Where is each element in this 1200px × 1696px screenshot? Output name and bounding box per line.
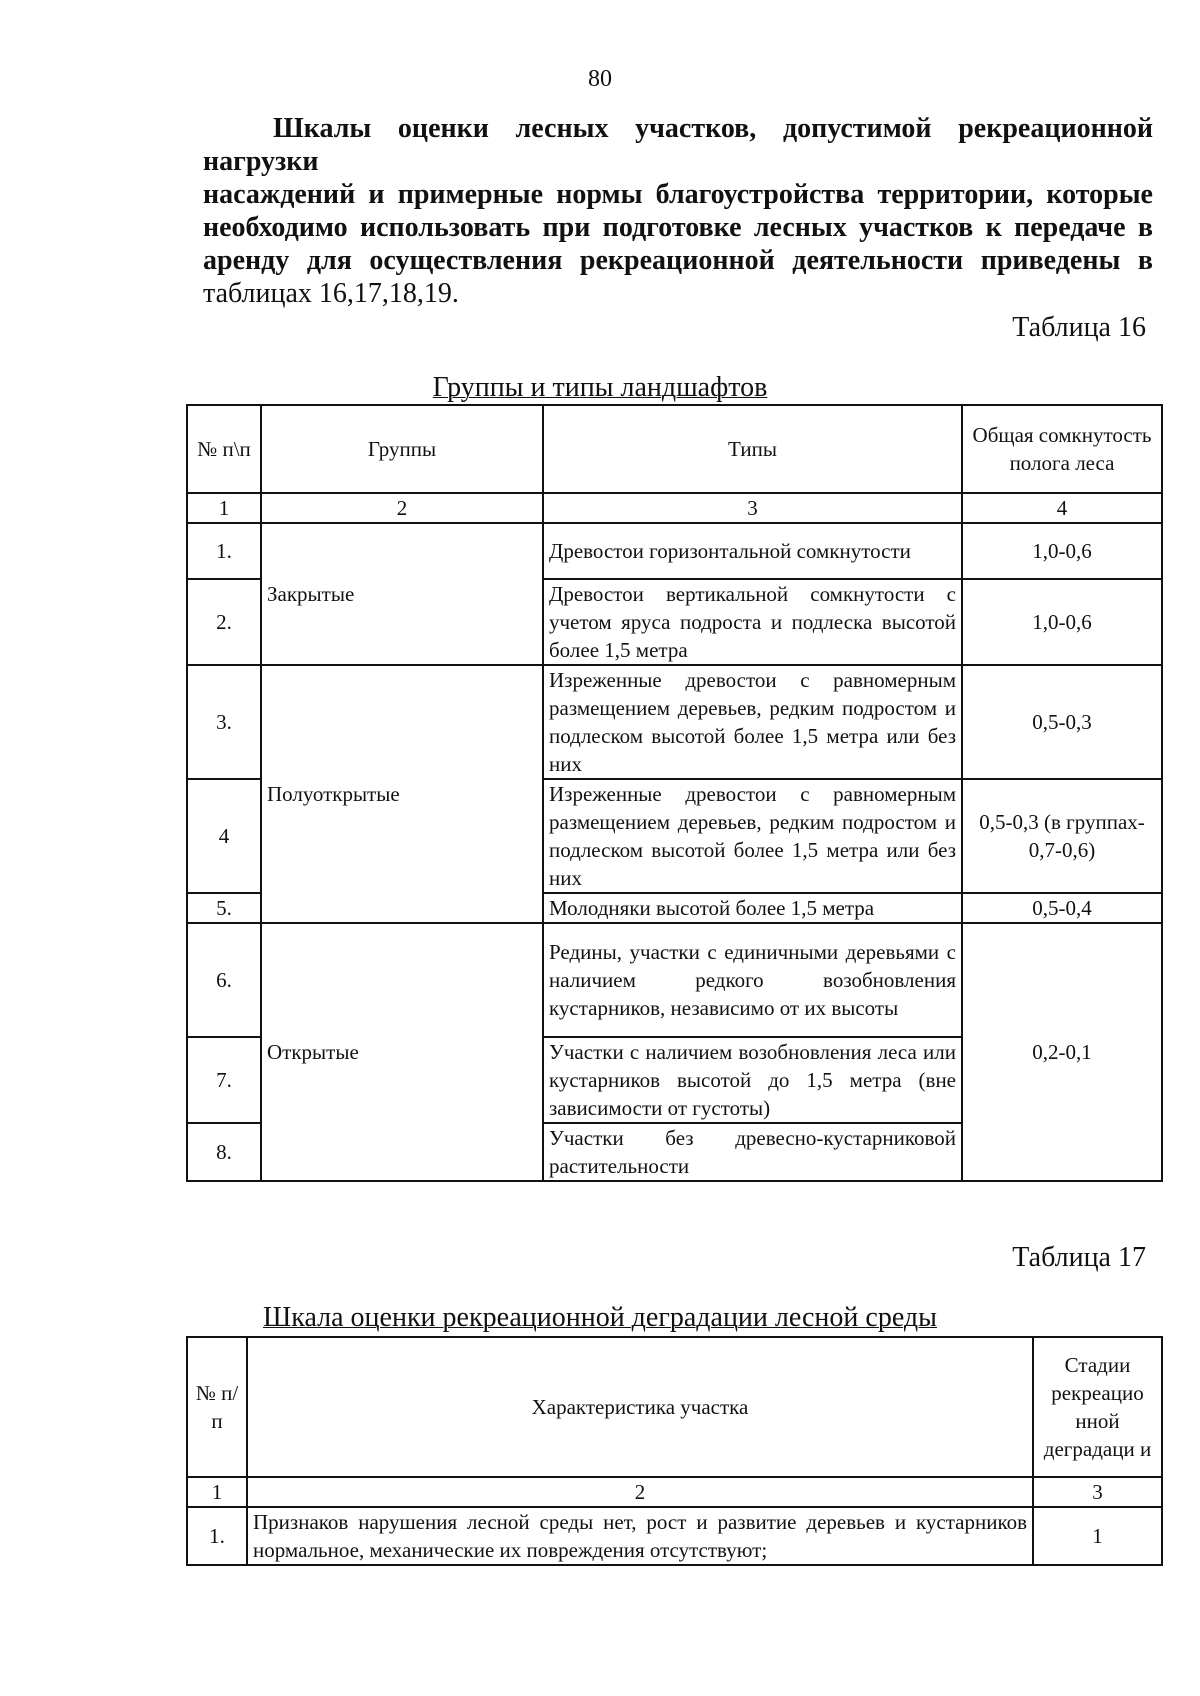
row-num: 4 (187, 779, 261, 893)
row-stage: 1 (1033, 1507, 1162, 1565)
header-density: Общая сомкнутость полога леса (962, 405, 1162, 493)
header-num: № п/п (187, 1337, 247, 1477)
table-row (187, 523, 1162, 579)
row-density: 0,5-0,3 (962, 665, 1162, 779)
row-num: 2. (187, 579, 261, 665)
row-type: Участки с наличием возобновления леса или кустарников высотой до 1,5 метра (вне зависимости от густоты) (543, 1037, 962, 1123)
table17-label: Таблица 17 (1012, 1242, 1146, 1273)
table17-header-row (187, 1337, 1162, 1477)
row-type: Изреженные древостои с равномерным размещением деревьев, редким подростом и подлеском высотой более 1,5 метра или без них (543, 665, 962, 779)
row-type: Молодняки высотой более 1,5 метра (543, 893, 962, 923)
table16-header-row (187, 405, 1162, 493)
group-closed: Закрытые (261, 523, 543, 665)
intro-line: насаждений и примерные нормы благоустройства территории, которые (203, 179, 1153, 210)
table17-title: Шкала оценки рекреационной деградации лесной среды (263, 1302, 937, 1333)
row-type: Древостои горизонтальной сомкнутости (543, 523, 962, 579)
header-num: № п\п (187, 405, 261, 493)
row-num: 1. (187, 523, 261, 579)
row-num: 3. (187, 665, 261, 779)
header-groups: Группы (261, 405, 543, 493)
row-num: 1. (187, 1507, 247, 1565)
intro-line: Шкалы оценки лесных участков, допустимой рекреационной нагрузки (203, 113, 1153, 177)
intro-line: таблицах 16,17,18,19. (203, 278, 459, 309)
table-row (187, 1507, 1162, 1565)
header-types: Типы (543, 405, 962, 493)
row-characteristic: Признаков нарушения лесной среды нет, рост и развитие деревьев и кустарников нормальное, механические их повреждения отсутствуют; (247, 1507, 1033, 1565)
intro-line: необходимо использовать при подготовке лесных участков к передаче в (203, 212, 1153, 243)
table16 (186, 404, 1163, 1182)
row-num: 5. (187, 893, 261, 923)
row-density: 1,0-0,6 (962, 579, 1162, 665)
group-open: Открытые (261, 923, 543, 1181)
row-num: 8. (187, 1123, 261, 1181)
col-number: 4 (962, 493, 1162, 523)
page-number: 80 (588, 66, 612, 92)
col-number: 2 (261, 493, 543, 523)
row-type: Древостои вертикальной сомкнутости с учетом яруса подроста и подлеска высотой более 1,5 метра (543, 579, 962, 665)
group-semi-open: Полуоткрытые (261, 665, 543, 923)
row-type: Участки без древесно-кустарниковой растительности (543, 1123, 962, 1181)
col-number: 2 (247, 1477, 1033, 1507)
table16-label: Таблица 16 (1012, 312, 1146, 343)
col-number: 3 (543, 493, 962, 523)
row-density: 1,0-0,6 (962, 523, 1162, 579)
row-density: 0,5-0,4 (962, 893, 1162, 923)
table17 (186, 1336, 1163, 1566)
header-characteristic: Характеристика участка (247, 1337, 1033, 1477)
row-type: Редины, участки с единичными деревьями с наличием редкого возобновления кустарников, независимо от их высоты (543, 923, 962, 1037)
row-num: 7. (187, 1037, 261, 1123)
row-density: 0,5-0,3 (в группах- 0,7-0,6) (962, 779, 1162, 893)
table16-colnum-row (187, 493, 1162, 523)
col-number: 1 (187, 493, 261, 523)
table17-colnum-row (187, 1477, 1162, 1507)
open-density: 0,2-0,1 (962, 923, 1162, 1181)
intro-line: аренду для осуществления рекреационной деятельности приведены в (203, 245, 1153, 276)
table-row (187, 923, 1162, 1037)
col-number: 1 (187, 1477, 247, 1507)
row-type: Изреженные древостои с равномерным размещением деревьев, редким подростом и подлеском высотой более 1,5 метра или без них (543, 779, 962, 893)
table16-title: Группы и типы ландшафтов (432, 372, 768, 403)
col-number: 3 (1033, 1477, 1162, 1507)
intro-paragraph (203, 112, 1153, 310)
row-num: 6. (187, 923, 261, 1037)
header-stage: Стадии рекреацио нной деградаци и (1033, 1337, 1162, 1477)
table-row (187, 665, 1162, 779)
